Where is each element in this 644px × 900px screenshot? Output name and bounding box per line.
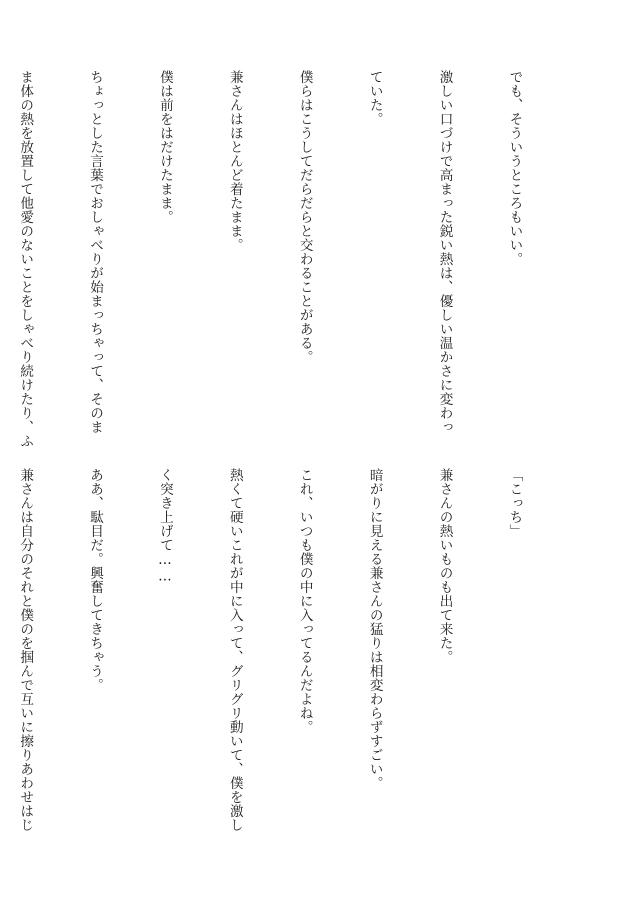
text-block-lower (0, 468, 572, 832)
text-line: 熱くて硬いこれが中に入って、グリグリ動いて、僕を激し (226, 468, 243, 832)
text-line: 兼さんはほとんど着たまま。 (226, 70, 243, 252)
text-line: これ、いつも僕の中に入ってるんだよね。 (296, 468, 313, 734)
text-line: ああ、駄目だ。興奮してきちゃう。 (87, 468, 104, 692)
text-line: 僕らはこうしてだらだらと交わることがある。 (296, 70, 313, 364)
text-line: 激しい口づけで高まった鋭い熱は、優しい温かさに変わっ (436, 70, 453, 434)
text-line: 「こっち」 (506, 468, 523, 538)
text-line: く突き上げて…… (156, 468, 173, 585)
text-line: ま体の熱を放置して他愛のないことをしゃべり続けたり、ふ (17, 70, 34, 448)
text-line: でも、そういうところもいい。 (506, 70, 523, 266)
text-block-upper (0, 70, 572, 448)
text-line: 僕は前をはだけたまま。 (156, 70, 173, 224)
text-line: 兼さんは自分のそれと僕のを掴んで互いに擦りあわせはじ (17, 468, 34, 832)
text-line: ちょっとした言葉でおしゃべりが始まっちゃって、そのま (87, 70, 104, 434)
text-line: ていた。 (366, 70, 383, 126)
text-line: 暗がりに見える兼さんの猛りは相変わらずすごい。 (366, 468, 383, 790)
text-line: 兼さんの熱いものも出て来た。 (436, 468, 453, 664)
